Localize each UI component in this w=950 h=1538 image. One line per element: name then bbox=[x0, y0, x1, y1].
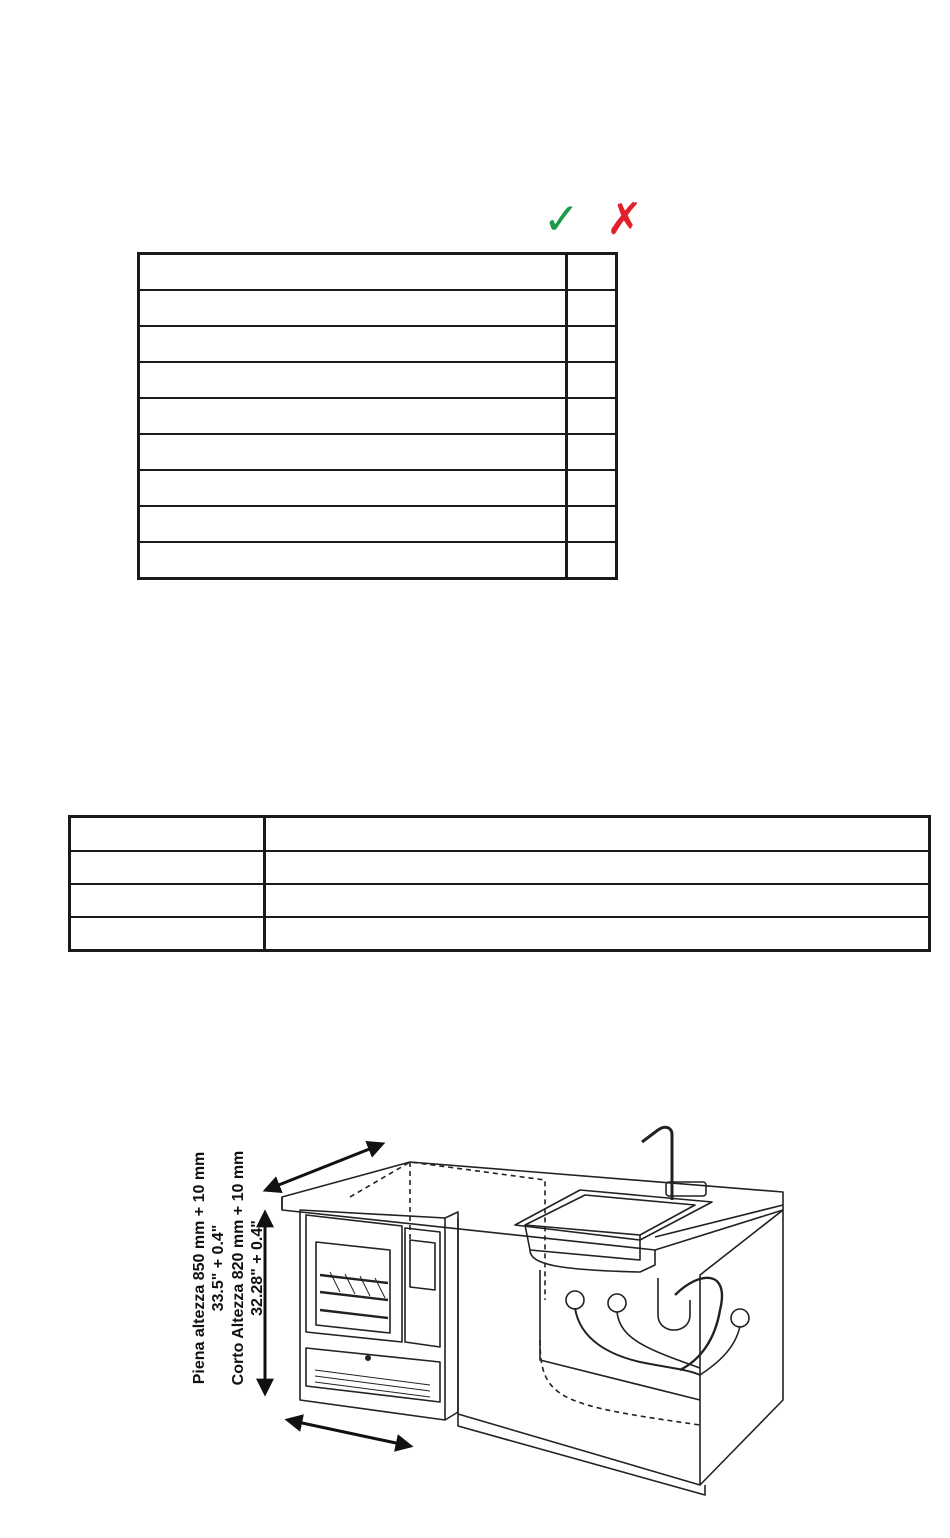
hose bbox=[675, 1278, 722, 1370]
recess-outline bbox=[350, 1162, 545, 1300]
checklist-checkbox[interactable] bbox=[568, 327, 615, 361]
checklist-checkbox[interactable] bbox=[568, 399, 615, 433]
checklist-checkbox[interactable] bbox=[568, 543, 615, 577]
checklist-row bbox=[140, 433, 615, 469]
spec-row bbox=[71, 850, 928, 883]
full-height-mm: Piena altezza 850 mm + 10 mm bbox=[191, 1151, 208, 1385]
faucet bbox=[642, 1127, 672, 1200]
checklist-item-text bbox=[140, 399, 568, 433]
checklist-row bbox=[140, 255, 615, 289]
checklist-checkbox[interactable] bbox=[568, 471, 615, 505]
spec-value bbox=[266, 852, 928, 883]
spec-table bbox=[68, 815, 931, 952]
checklist-row bbox=[140, 541, 615, 577]
cabinet bbox=[458, 1210, 783, 1485]
depth-arrow-top bbox=[266, 1144, 382, 1190]
width-arrow-bottom bbox=[288, 1420, 410, 1446]
spec-key bbox=[71, 918, 266, 949]
spec-key bbox=[71, 885, 266, 916]
spec-row bbox=[71, 916, 928, 949]
checklist-row bbox=[140, 325, 615, 361]
checklist-checkbox[interactable] bbox=[568, 507, 615, 541]
checklist-item-text bbox=[140, 291, 568, 325]
full-height-inches: 33.5" + 0.4" bbox=[210, 1224, 227, 1312]
short-height-mm: Corto Altezza 820 mm + 10 mm bbox=[230, 1150, 247, 1386]
installation-illustration bbox=[0, 1100, 950, 1520]
checklist-item-text bbox=[140, 255, 568, 289]
checklist-row bbox=[140, 397, 615, 433]
checklist-item-text bbox=[140, 471, 568, 505]
checklist-row bbox=[140, 361, 615, 397]
spec-value bbox=[266, 918, 928, 949]
checklist-item-text bbox=[140, 543, 568, 577]
checklist-checkbox[interactable] bbox=[568, 363, 615, 397]
checklist-row bbox=[140, 289, 615, 325]
water-valve bbox=[608, 1294, 626, 1312]
checklist-item-text bbox=[140, 507, 568, 541]
spec-row bbox=[71, 883, 928, 916]
cross-mark-icon: ✗ bbox=[606, 194, 643, 245]
check-mark-icon: ✓ bbox=[543, 194, 580, 245]
water-valve bbox=[566, 1291, 584, 1309]
countertop bbox=[282, 1162, 783, 1250]
hose bbox=[700, 1326, 740, 1375]
spec-value bbox=[266, 885, 928, 916]
checklist-row bbox=[140, 505, 615, 541]
spec-key bbox=[71, 818, 266, 850]
checklist-item-text bbox=[140, 363, 568, 397]
checklist-row bbox=[140, 469, 615, 505]
recess-base bbox=[540, 1340, 700, 1425]
checklist-item-text bbox=[140, 327, 568, 361]
short-height-inches: 32.28" + 0.4" bbox=[249, 1220, 266, 1316]
spec-row bbox=[71, 818, 928, 850]
spec-key bbox=[71, 852, 266, 883]
checklist-checkbox[interactable] bbox=[568, 435, 615, 469]
checklist-item-text bbox=[140, 435, 568, 469]
checklist-table bbox=[137, 252, 618, 580]
checklist-checkbox[interactable] bbox=[568, 255, 615, 289]
checklist-checkbox[interactable] bbox=[568, 291, 615, 325]
spec-value bbox=[266, 818, 928, 850]
water-valve bbox=[731, 1309, 749, 1327]
